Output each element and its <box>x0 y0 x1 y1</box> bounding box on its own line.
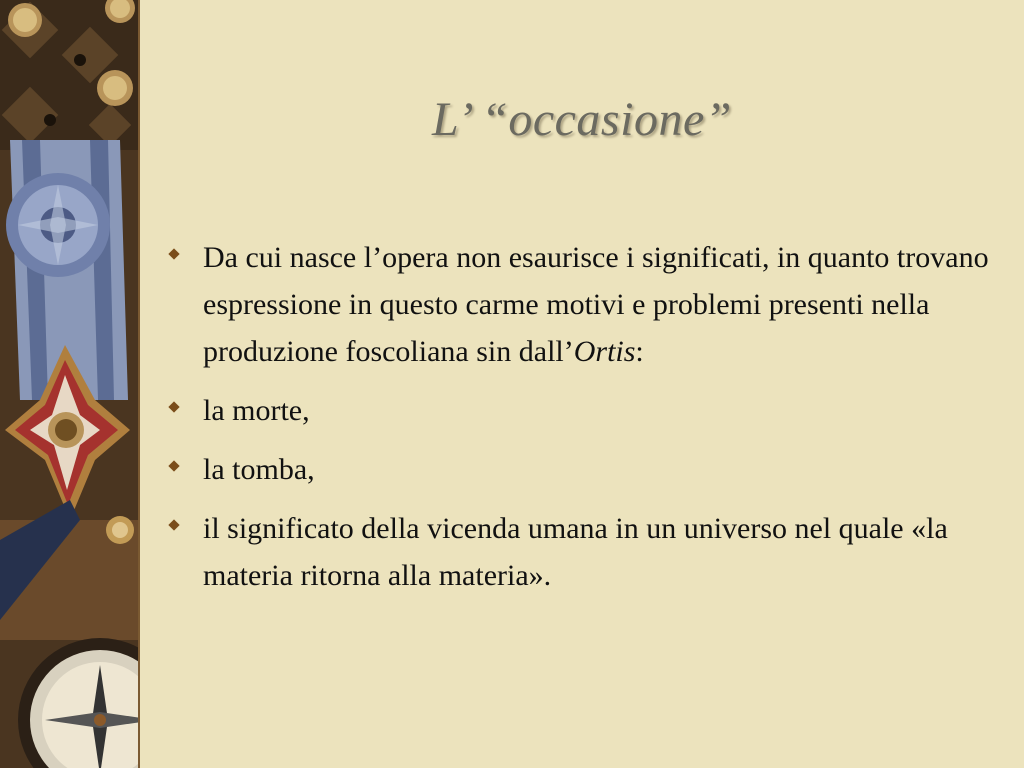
bullet-text: il significato della vicenda umana in un universo nel quale «la materia ritorna alla materia». <box>203 512 948 592</box>
diamond-bullet-icon <box>168 460 179 471</box>
decorative-medals-image <box>0 0 140 768</box>
bullet-item <box>168 387 1008 434</box>
bullet-text: Da cui nasce l’opera non esaurisce i significati, in quanto trovano espressione in questo carme motivi e problemi presenti nella produzione foscoliana sin dall’ <box>203 241 989 368</box>
slide-title: L’ “occasione” <box>432 93 732 146</box>
bullet-item <box>168 505 1008 599</box>
diamond-bullet-icon <box>168 519 179 530</box>
diamond-bullet-icon <box>168 401 179 412</box>
bullet-list <box>168 234 1008 611</box>
diamond-bullet-icon <box>168 248 179 259</box>
bullet-item <box>168 234 1008 375</box>
board-pattern <box>0 0 138 150</box>
bullet-suffix: : <box>635 335 644 368</box>
bullet-text: la morte, <box>203 394 310 427</box>
bullet-item <box>168 446 1008 493</box>
bullet-emphasis: Ortis <box>573 335 636 368</box>
bullet-text: la tomba, <box>203 453 315 486</box>
